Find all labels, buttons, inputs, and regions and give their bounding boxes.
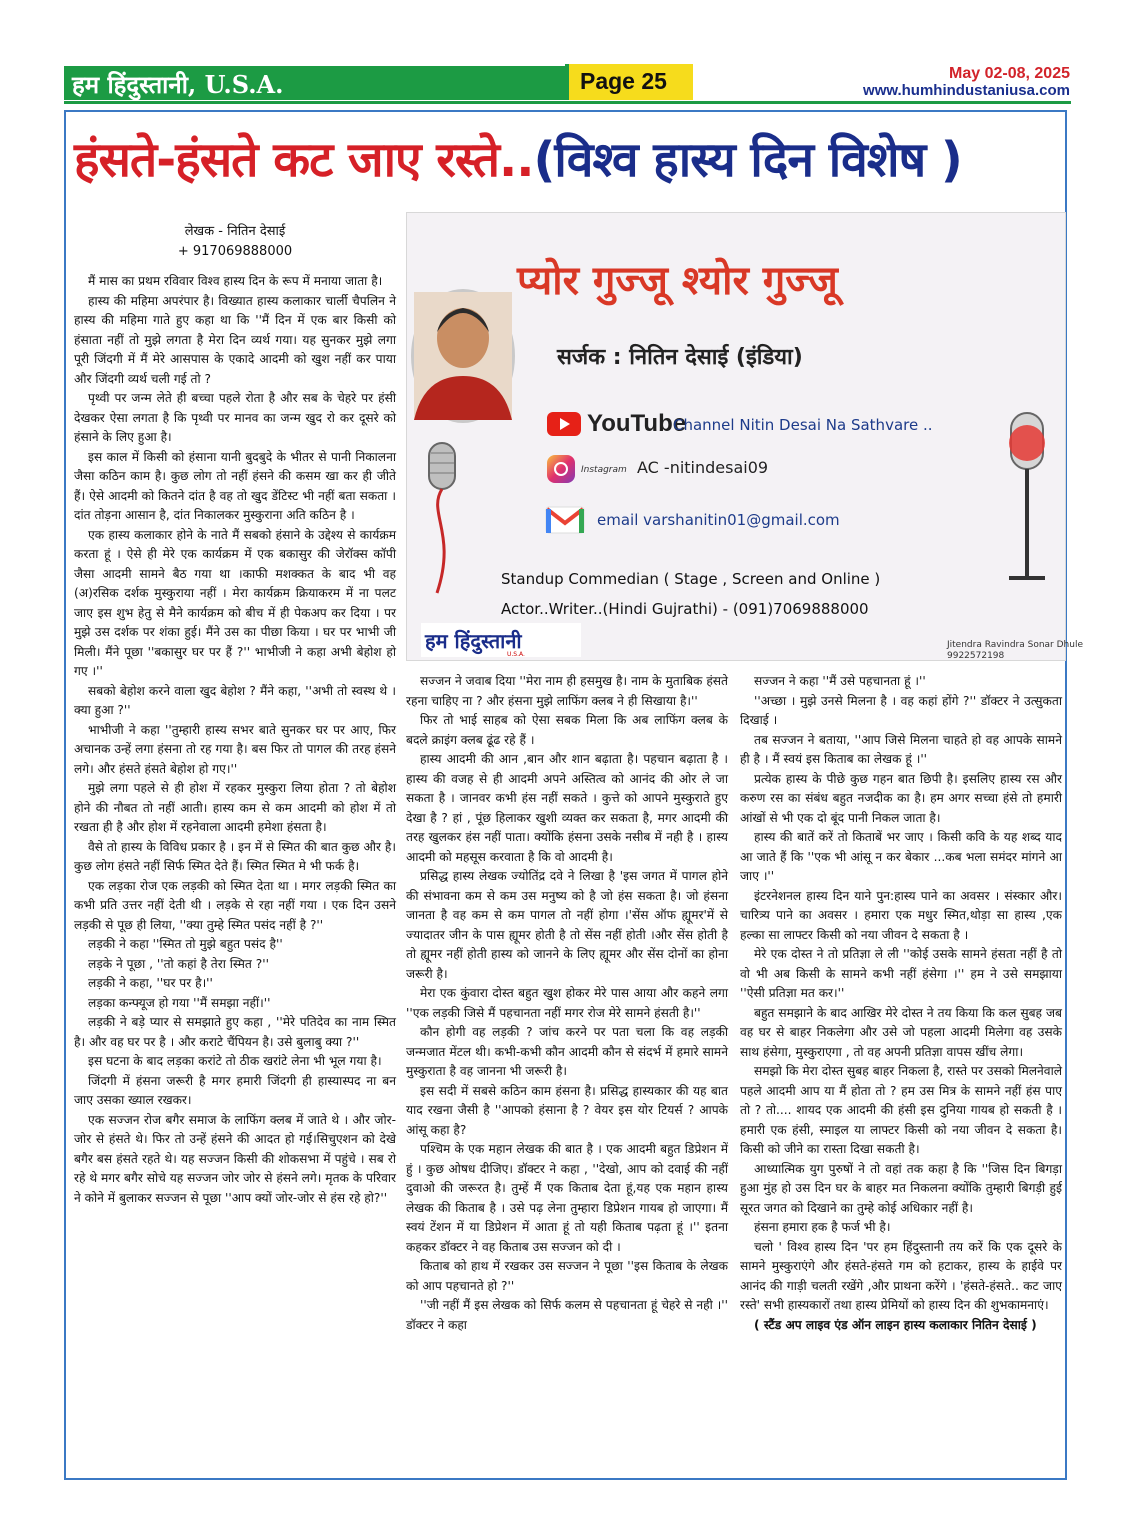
instagram-wordmark: Instagram <box>581 465 627 475</box>
paragraph: फिर तो भाई साहब को ऐसा सबक मिला कि अब लाफिंग क्लब के बदले क्राइंग क्लब ढूंढ रहे हैं । <box>406 713 728 747</box>
paragraph: लड़का कन्फ्यूज हो गया ''मैं समझा नहीं।'' <box>88 995 271 1010</box>
promo-title: प्योर गुज्जू श्योर गुज्जू <box>517 257 838 304</box>
instagram-handle: AC -nitindesai09 <box>637 458 769 477</box>
paragraph: सज्जन ने कहा ''मैं उसे पहचानता हूं ।'' <box>754 674 926 688</box>
headline-part-1: हंसते-हंसते कट जाए रस्ते.. <box>74 132 534 188</box>
promo-creator: सर्जक : नितिन देसाई (इंडिया) <box>557 345 803 370</box>
paragraph: एक हास्य कलाकार होने के नाते मैं सबको हंसाने के उद्देश्य से कार्यक्रम करता हूं । ऐसे ही मेरे एक कार्यक्रम में एक बकासुर की जेरॉक्स कॉपी जैसा आदमी सामने बैठ गया था ।काफी मशक्कत के बाद भी वह (अ)रसिक दर्शक मुस्कुराया नहीं । मेरा कार्यक्रम क्रियाकरम में ना पलट जाए इस शुभ हेतु से मैने कार्यक्रम को बीच में ही पेकअप कर दिया । पर मुझे उस दर्शक पर शंका हुई। मैंने उस का पीछा किया । घर पर भाभी जी मिली। मैंने पूछा ''बकासुर घर पर हैं ?'' भाभीजी ने कहा अभी बेहोश हो गए ।'' <box>74 527 396 678</box>
issue-date: May 02-08, 2025 <box>949 65 1070 82</box>
paragraph: कौन होगी वह लड़की ? जांच करने पर पता चला कि वह लड़की जन्मजात मेंटल थी। कभी-कभी कौन आदमी कौन से संदर्भ में हमारे सामने मुस्कुराता है वह जानना भी जरूरी है। <box>406 1025 728 1078</box>
paragraph: मेरा एक कुंवारा दोस्त बहुत खुश होकर मेरे पास आया और कहने लगा ''एक लड़की जिसे मैं पहचानता नहीं मगर रोज मेरे सामने हंसती है।'' <box>406 986 728 1020</box>
paragraph: इंटरनेशनल हास्य दिन याने पुन:हास्य पाने का अवसर । संस्कार और। चारित्र्य पाने का अवसर । हमारा एक मधुर स्मित,थोड़ा सा हास्य ,एक हल्का सा लाफ्टर किसी को नया जीवन दे सकता है । <box>740 888 1062 942</box>
artist-phone: 9922572198 <box>947 651 1005 661</box>
byline <box>70 222 400 262</box>
paragraph: इस काल में किसी को हंसाना यानी बुदबुदे के भीतर से पानी निकालना जैसा कठिन काम है। कुछ लोग तो नहीं हंसने की कसम खा कर ही जीते हैं। ऐसे आदमी को कितने दांत है वह तो खुद डेंटिस्ट भी नहीं बता सकता । दांत तोड़ना आसान है, दांत निकालकर मुस्कुराना अति कठिन है । <box>74 449 396 522</box>
newspaper-logo-sub: U.S.A. <box>507 651 525 658</box>
paragraph: एक लड़का रोज एक लड़की को स्मित देता था । मगर लड़की स्मित का कभी प्रति उत्तर नहीं देती थी । लड़के से रहा नहीं गया । एक दिन उसने लड़की से पूछ ही लिया, ''क्या तुम्हे स्मित पसंद नहीं है ?'' <box>74 878 396 932</box>
avatar <box>411 289 515 423</box>
email-address: email varshanitin01@gmail.com <box>597 511 840 529</box>
paragraph: बहुत समझाने के बाद आखिर मेरे दोस्त ने तय किया कि कल सुबह जब वह घर से बाहर निकलेगा और उसे जो पहला आदमी मिलेगा वह उसके साथ हंसेगा, मुस्कुराएगा , तो वह अपनी प्रतिज्ञा वापस खींच लेगा। <box>740 1005 1062 1059</box>
paragraph: पश्चिम के एक महान लेखक की बात है । एक आदमी बहुत डिप्रेशन में हुं । कुछ ओषध दीजिए। डॉक्टर ने कहा , ''देखो, आप को दवाई की नहीं दुवाओ की जरूरत है। तुम्हें मैं एक किताब देता हूं,यह एक महान हास्य लेखक की किताब है । उसे पढ़ लेना तुम्हारा डिप्रेशन गायब हो जाएगा। मैं स्वयं टेंशन में या डिप्रेशन में आता हूं तो यही किताब पढ़ता हूं ।'' इतना कहकर डॉक्टर ने वह किताब उस सज्जन को दी । <box>406 1142 728 1254</box>
artist-credit <box>947 640 1083 662</box>
paragraph: तब सज्जन ने बताया, ''आप जिसे मिलना चाहते हो वह आपके सामने ही है । मैं स्वयं इस किताब का लेखक हूं ।'' <box>740 732 1062 766</box>
paragraph: मेरे एक दोस्त ने तो प्रतिज्ञा ले ली ''कोई उसके सामने हंसता नहीं है तो वो भी अब किसी के सामने कभी नहीं हंसेगा ।'' हम ने उसे समझाया ''ऐसी प्रतिज्ञा मत कर।'' <box>740 947 1062 1000</box>
paragraph: सबको बेहोश करने वाला खुद बेहोश ? मैंने कहा, ''अभी तो स्वस्थ थे । क्या हुआ ?'' <box>74 683 396 717</box>
microphone-icon <box>997 413 1057 583</box>
paragraph: हास्य की महिमा अपरंपार है। विख्यात हास्य कलाकार चार्ली चैपलिन ने हास्य की महिमा गाते हुए कहा था कि ''मैं दिन में एक बार किसी को हंसाता नहीं तो मुझे लगता है मेरा दिन व्यर्थ गया। यह सुनकर मुझे लगा पूरी जिंदगी में मैं मेरे आसपास के एकादे आदमी को खुश नहीं कर पाया और जिंदगी व्यर्थ चली गई तो ? <box>74 293 396 386</box>
paragraph: जिंदगी में हंसना जरूरी है मगर हमारी जिंदगी ही हास्यास्पद ना बन जाए उसका ख्याल रखकर। <box>74 1073 396 1107</box>
masthead-brand: हम हिंदुस्तानी, U.S.A. <box>72 70 284 99</box>
paragraph: ''जी नहीं मैं इस लेखक को सिर्फ कलम से पहचानता हूं चेहरे से नही ।'' डॉक्टर ने कहा <box>406 1298 728 1332</box>
paragraph: लड़की ने बड़े प्यार से समझाते हुए कहा , ''मेरे पतिदेव का नाम स्मित है। और वह घर पर है । और कराटे चैंपियन है। उसे बुलाबु क्या ?'' <box>74 1015 396 1049</box>
paragraph: पृथ्वी पर जन्म लेते ही बच्चा पहले रोता है और सब के चेहरे पर हंसी देखकर ऐसा लगता है कि पृथ्वी पर मानव का जन्म खुद रो कर दूसरे को हंसाने के लिए हुआ है। <box>74 391 396 444</box>
page-number: Page 25 <box>580 68 667 94</box>
author-phone: + 917069888000 <box>177 244 293 259</box>
paragraph: सज्जन ने जवाब दिया ''मेरा नाम ही हसमुख है। नाम के मुताबिक हंसते रहना चाहिए ना ? और हंसना मुझे लाफिंग क्लब ने ही सिखाया है।'' <box>406 674 728 708</box>
paragraph: ''अच्छा । मुझे उनसे मिलना है । वह कहां होंगे ?'' डॉक्टर ने उत्सुकता दिखाई । <box>740 693 1062 727</box>
promo-contact: Actor..Writer..(Hindi Gujrathi) - (091)7069888000 <box>501 600 869 618</box>
paragraph: इस घटना के बाद लड़का करांटे तो ठीक खरांटे लेना भी भूल गया है। <box>88 1054 382 1068</box>
youtube-icon <box>547 412 581 436</box>
paragraph: आध्यात्मिक युग पुरुषों ने तो वहां तक कहा है कि ''जिस दिन बिगड़ा हुआ मुंह हो उस दिन घर के बाहर मत निकलना क्योंकि तुम्हारी बिगड़ी हुई सूरत जगत को दिखाने का तुम्हे कोई अधिकार नहीं है। <box>740 1161 1062 1215</box>
paragraph: हंसना हमारा हक है फर्ज भी है। <box>754 1220 891 1234</box>
page-title <box>74 128 1064 192</box>
microphone-icon <box>417 443 467 593</box>
instagram-icon <box>547 455 575 483</box>
youtube-wordmark: YouTube <box>587 410 687 437</box>
paragraph: हास्य आदमी की आन ,बान और शान बढ़ाता है। पहचान बढ़ाता है । हास्य की वजह से ही आदमी अपने अस्तित्व को आनंद की ओर ले जा सकता है । जानवर कभी हंस नहीं सकते । कुत्ते को आपने मुस्कुराते हुए देखा है ? हां , पूंछ हिलाकर खुशी व्यक्त कर सकता है, मगर आदमी की तरह खुलकर हंस नहीं पाता। क्योंकि हंसना उसके नसीब में नही है । हास्य आदमी को महसूस करवाता है कि वो आदमी है। <box>406 752 728 864</box>
paragraph: लड़की ने कहा, ''घर पर है।'' <box>88 976 213 990</box>
paragraph: इस सदी में सबसे कठिन काम हंसना है। प्रसिद्ध हास्यकार की यह बात याद रखना जैसी है ''आपको हंसाना है ? वेयर इस योर टियर्स ? आपके आंसू कहा है? <box>406 1083 728 1137</box>
artist-name: Jitendra Ravindra Sonar Dhule <box>947 640 1083 650</box>
author-name: लेखक - नितिन देसाई <box>184 224 286 239</box>
headline-part-2: (विश्व हास्य दिन विशेष ) <box>533 132 962 188</box>
site-url[interactable]: www.humhindustaniusa.com <box>863 82 1070 99</box>
paragraph: किताब को हाथ में रखकर उस सज्जन ने पूछा ''इस किताब के लेखक को आप पहचानते हो ?'' <box>406 1259 728 1293</box>
paragraph: वैसे तो हास्य के विविध प्रकार है । इन में से स्मित की बात कुछ और है। कुछ लोग हंसते नहीं सिर्फ स्मित देते हैं। स्मित स्मित मे भी फर्क है। <box>74 839 396 873</box>
paragraph: समझो कि मेरा दोस्त सुबह बाहर निकला है, रास्ते पर उसको मिलनेवाले पहले आदमी आप या मैं होता तो ? हम उस मित्र के सामने नहीं हंस पाए तो ? तो.... शायद एक आदमी की हंसी इस दुनिया गायब हो सकती है । हमारी एक हंसी, स्माइल या लाफ्टर किसी को नया जीवन दे सकता है। किसी को जीने का रास्ता दिखा सकती है। <box>740 1064 1062 1156</box>
paragraph: हास्य की बातें करें तो किताबें भर जाए । किसी कवि के यह शब्द याद आ जाते हैं कि ''एक भी आंसू न कर बेकार ...कब भला समंदर मांगने आ जाए ।'' <box>740 830 1062 883</box>
paragraph: लड़के ने पूछा , ''तो कहां है तेरा स्मित ?'' <box>88 956 269 971</box>
paragraph: भाभीजी ने कहा ''तुम्हारी हास्य सभर बाते सुनकर घर पर आए, फिर अचानक उन्हें लगा हंसना तो रह गया है। बस फिर तो पागल की तरह हंसने लगे। और हंसते हंसते बेहोश हो गए।'' <box>74 722 396 776</box>
article-column-3 <box>740 672 1062 1335</box>
paragraph: मैं मास का प्रथम रविवार विश्व हास्य दिन के रूप में मनाया जाता है। <box>88 274 383 288</box>
promo-banner <box>406 212 1083 661</box>
gmail-icon <box>545 505 585 535</box>
paragraph: लड़की ने कहा ''स्मित तो मुझे बहुत पसंद है'' <box>88 937 283 951</box>
article-column-1 <box>74 272 396 1208</box>
paragraph: प्रसिद्ध हास्य लेखक ज्योतिंद्र दवे ने लिखा है 'इस जगत में पागल होने की संभावना कम से कम उस मनुष्य को है जो हंस सकता है। जो हंसना जानता है वह कम से कम पागल तो नहीं होगा ।'सेंस ऑफ ह्यूमर'में से ज्यादातर जीन के पास ह्यूमर होती है तो सेंस नहीं होती ।और सेंस होती है तो ह्यूमर नहीं होती हास्य को जानने के लिए ह्यूमर और सेंस दोनों का होना जरूरी है। <box>406 869 728 981</box>
newspaper-logo-text: हम हिंदुस्तानी <box>425 629 522 653</box>
youtube-channel: Channel Nitin Desai Na Sathvare .. <box>673 416 933 434</box>
article-column-2 <box>406 672 728 1335</box>
paragraph: मुझे लगा पहले से ही होश में रहकर मुस्कुरा लिया होता ? तो बेहोश होने की नौबत तो नहीं आती। हास्य कम से कम आदमी को होश में तो रखता ही है और होश में रहनेवाला आदमी हमेशा हंसता है। <box>74 781 396 834</box>
masthead-divider <box>64 101 1071 104</box>
signoff: ( स्टैंड अप लाइव एंड ऑन लाइन हास्य कलाकार नितिन देसाई ) <box>754 1317 1037 1332</box>
promo-tagline: Standup Commedian ( Stage , Screen and Online ) <box>501 570 881 588</box>
paragraph: प्रत्येक हास्य के पीछे कुछ गहन बात छिपी है। इसलिए हास्य रस और करुण रस का संबंध बहुत नजदीक का है। हम अगर सच्चा हंसे तो हमारी आंखों से भी एक दो बूंद पानी निकल जाता है। <box>740 771 1062 825</box>
paragraph: चलो ' विश्व हास्य दिन 'पर हम हिंदुस्तानी तय करें कि एक दूसरे के सामने मुस्कुराएंगे और हंसते-हंसते गम को हटाकर, हास्य के हाईवे पर आनंद की गाड़ी चलती रखेंगे ,और प्राथना करेंगे । 'हंसते-हंसते.. कट जाए रस्ते' सभी हास्यकारों तथा हास्य प्रेमियों को हास्य दिन की शुभकामनाएं। <box>740 1239 1062 1312</box>
paragraph: एक सज्जन रोज बगैर समाज के लाफिंग क्लब में जाते थे । और जोर-जोर से हंसते थे। फिर तो उन्हें हंसने की आदत हो गई।सिचुएशन को देखे बगैर बस हंसते रहते थे। यह सज्जन किसी की शोकसभा में पहुंचे । सब रो रहे थे मगर बगैर सोचे यह सज्जन जोर जोर से हंसने लगे। मृतक के परिवार ने कोने में बुलाकर सज्जन से पूछा ''आप क्यों जोर-जोर से हंस रहे हो?'' <box>74 1112 396 1205</box>
